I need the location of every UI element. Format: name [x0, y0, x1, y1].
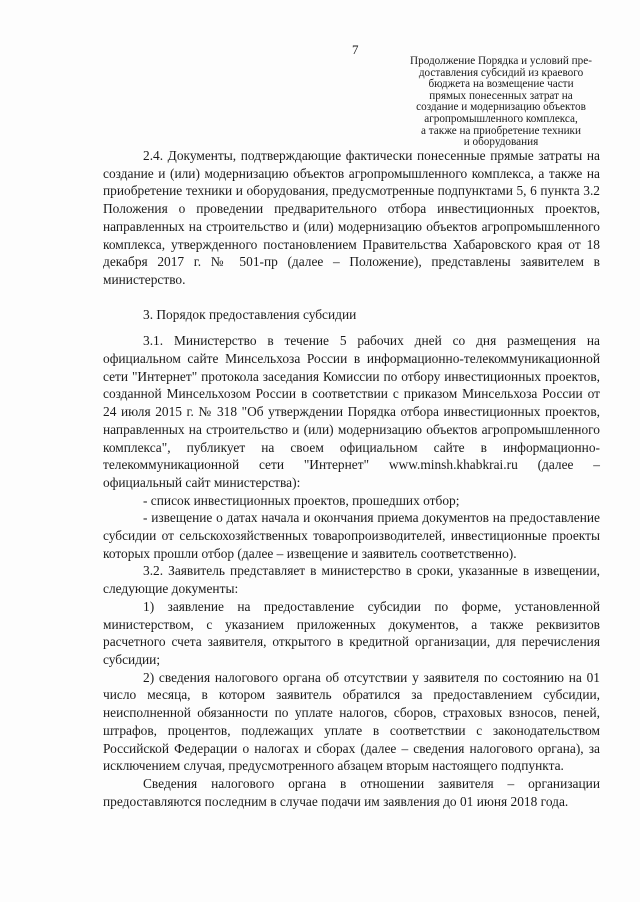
subitem-1: 1) заявление на предоставление субсидии по форме, установленной министерством, с указанием приложенных документов, а также реквизитов расчетного счета заявителя, открытого в кредитной организации, для перечисления субсидии;: [103, 598, 600, 667]
paragraph-2-4: 2.4. Документы, подтверждающие фактически понесенные прямые затраты на создание и (или) модернизацию объектов агропромышленного комплекса, а также на приобретение техники и оборудования, предусмотренные подпунктами 5, 6 пункта 3.2 Положения о проведении предварительного отбора инвестиционных проектов, направленных на строительство и (или) модернизацию объектов агропромышленного комплекса, утвержденного постановлением Правительства Хабаровского края от 18 декабря 2017 г. № 501-пр (далее – Положение), представлены заявителем в министерство.: [103, 148, 600, 287]
header-note-line: доставления субсидий из краевого: [418, 66, 584, 79]
header-note-line: бюджета на возмещение части: [428, 78, 574, 91]
header-note-line: прямых понесенных затрат на: [429, 89, 573, 102]
header-note-line: агропромышленного комплекса,: [424, 112, 578, 125]
header-note-line: а также на приобретение техники: [421, 124, 581, 137]
header-note-line: и оборудования: [463, 136, 539, 149]
page-number: 7: [352, 42, 359, 57]
paragraph-tax-info: Сведения налогового органа в отношении заявителя – организации предоставляются последним в случае подачи им заявления до 01 июня 2018 года.: [103, 775, 600, 809]
header-note-line: Продолжение Порядка и условий пре-: [410, 55, 592, 67]
list-item-projects: - список инвестиционных проектов, прошедших отбор;: [143, 492, 460, 508]
paragraph-3-2: 3.2. Заявитель представляет в министерство в сроки, указанные в извещении, следующие документы:: [103, 563, 600, 597]
section-3-title: 3. Порядок предоставления субсидии: [143, 306, 357, 322]
subitem-2: 2) сведения налогового органа об отсутствии у заявителя по состоянию на 01 число месяца, в котором заявитель обратился за предоставлением субсидии, неисполненной обязанности по уплате налогов, сборов, страховых взносов, пеней, штрафов, процентов, подлежащих уплате в соответствии с законодательством Российской Федерации о налогах и сборах (далее – сведения налогового органа), за исключением случая, предусмотренного абзацем вторым настоящего подпункта.: [103, 669, 600, 774]
header-note-line: создание и модернизацию объектов: [416, 101, 586, 114]
document-body: [103, 147, 600, 810]
list-item-notice: - извещение о датах начала и окончания приема документов на предоставление субсидии от сельскохозяйственных товаропроизводителей, инвестиционные проекты которых прошли отбор (далее – извещение и заявитель соответственно).: [103, 510, 600, 561]
header-note: [388, 56, 614, 149]
paragraph-3-1: 3.1. Министерство в течение 5 рабочих дней со дня размещения на официальном сайте Минсельхоза России в информационно-телекоммуникационной сети "Интернет" протокола заседания Комиссии по отбору инвестиционных проектов, созданной Минсельхозом России в соответствии с приказом Минсельхоза России от 24 июля 2015 г. № 318 "Об утверждении Порядка отбора инвестиционных проектов, направленных на строительство и (или) модернизацию объектов агропромышленного комплекса", публикует на своем официальном сайте в информационно-телекоммуникационной сети "Интернет" www.minsh.khabkrai.ru (далее – официальный сайт министерства):: [103, 333, 600, 490]
